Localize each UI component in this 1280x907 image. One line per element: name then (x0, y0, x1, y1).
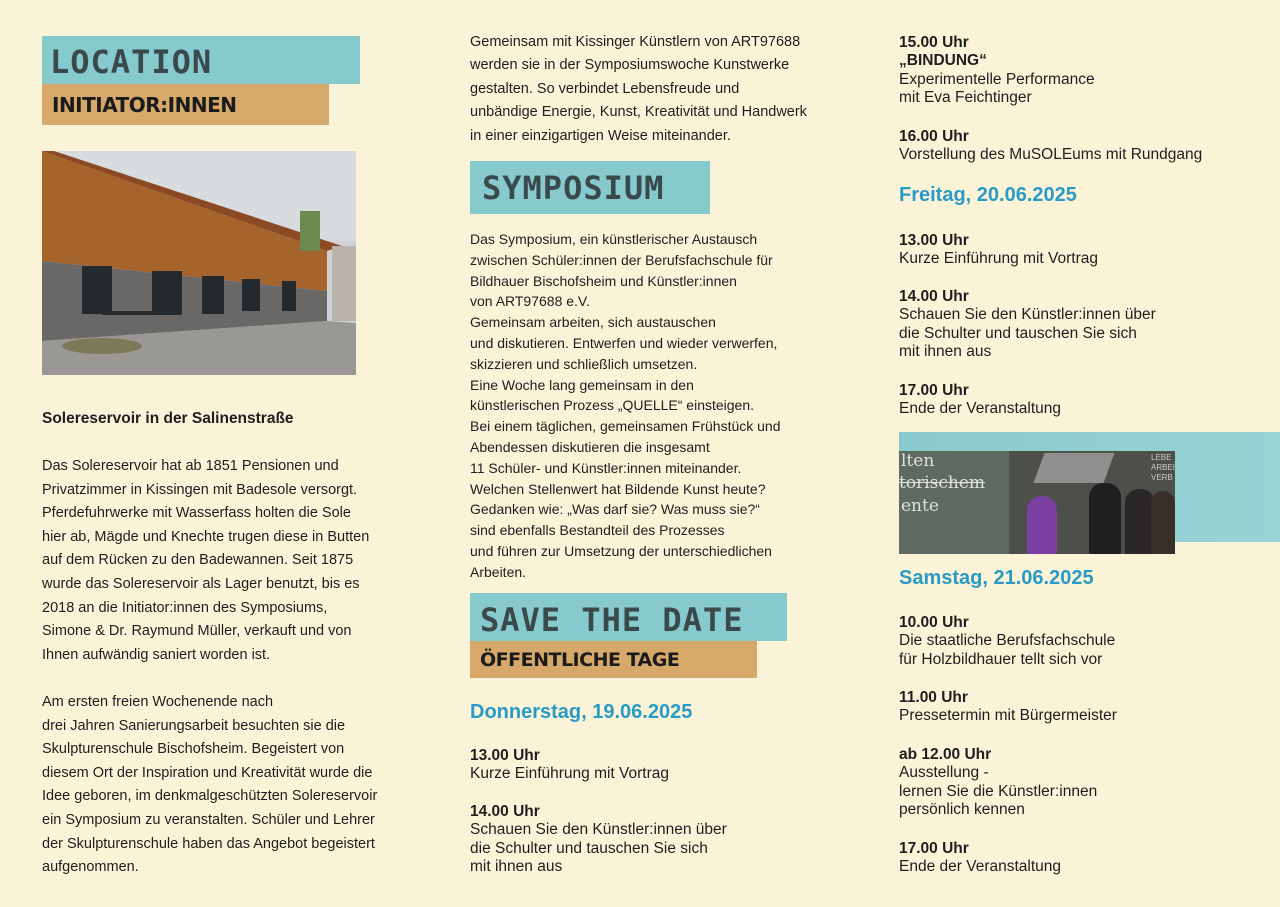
photo-side-text (1151, 453, 1175, 483)
event-time: 15.00 Uhr (899, 34, 969, 51)
symposium-line: Gemeinsam arbeiten, sich austauschen (470, 314, 716, 331)
intro-line: werden sie in der Symposiumswoche Kunstwerke (470, 57, 790, 74)
event-desc: Kurze Einführung mit Vortrag (899, 250, 1099, 267)
intro-line: unbändige Energie, Kunst, Kreativität und Handwerk (470, 104, 807, 121)
photo-side-line: ARBEI (1151, 463, 1175, 472)
event-desc: Pressetermin mit Bürgermeister (899, 707, 1117, 724)
origin-line: Idee geboren, im denkmalgeschützten Solereservoir (42, 788, 378, 805)
event-desc: persönlich kennen (899, 801, 1025, 818)
day-thursday: Donnerstag, 19.06.2025 (470, 701, 693, 723)
event-block (899, 382, 1061, 419)
symposium-line: und diskutieren. Entwerfen und wieder verwerfen, (470, 334, 778, 351)
group-photo (899, 451, 1175, 554)
event-desc: Schauen Sie den Künstler:innen über (899, 306, 1156, 323)
photo-text-line: lten (901, 451, 935, 471)
event-desc: mit Eva Feichtinger (899, 89, 1032, 106)
symposium-line: Arbeiten. (470, 563, 527, 580)
photo-text-line: ente (901, 496, 939, 516)
origin-line: ein Symposium zu veranstalten. Schüler und Lehrer (42, 811, 375, 828)
location-origin-text (42, 691, 412, 880)
event-title: „BINDUNG“ (899, 52, 987, 69)
history-line: Simone & Dr. Raymund Müller, verkauft und von (42, 623, 352, 640)
person-purple (1027, 496, 1057, 554)
event-time: 14.00 Uhr (470, 803, 540, 820)
location-history-text (42, 455, 412, 667)
photo-laptop (1034, 453, 1115, 483)
event-desc: Vorstellung des MuSOLEums mit Rundgang (899, 146, 1203, 163)
origin-line: der Skulpturenschule haben das Angebot begeistert (42, 835, 375, 852)
event-desc: die Schulter und tauschen Sie sich (899, 324, 1137, 342)
origin-line: Am ersten freien Wochenende nach (42, 694, 274, 710)
symposium-line: sind ebenfalls Bestandteil des Prozesses (470, 522, 725, 539)
symposium-line: Bildhauer Bischofsheim und Künstler:innen (470, 272, 737, 289)
history-line: wurde das Solereservoir als Lager benutzt, bis es (42, 575, 360, 592)
event-time: 13.00 Uhr (899, 232, 969, 249)
history-line: 2018 an die Initiator:innen des Symposiums, (42, 599, 328, 616)
symposium-text (470, 229, 850, 583)
event-time: 13.00 Uhr (470, 747, 540, 764)
history-line: auf dem Rücken zu den Badewannen. Seit 1875 (42, 552, 354, 569)
location-title: Solereservoir in der Salinenstraße (42, 410, 294, 427)
history-line: Ihnen aufwändig saniert worden ist. (42, 646, 271, 663)
day-saturday: Samstag, 21.06.2025 (899, 567, 1094, 589)
event-desc: für Holzbildhauer tellt sich vor (899, 650, 1103, 668)
symposium-line: Abendessen diskutieren die insgesamt (470, 438, 710, 455)
event-time: 17.00 Uhr (899, 382, 969, 399)
event-desc: Ausstellung - (899, 764, 989, 781)
intro-text (470, 31, 850, 148)
symposium-line: 11 Schüler- und Künstler:innen miteinander. (470, 459, 742, 476)
intro-line: in einer einzigartigen Weise miteinander. (470, 127, 731, 144)
history-line: Pferdefuhrwerke mit Wasserfass holten die Sole (42, 505, 351, 522)
event-block (899, 232, 1098, 269)
event-desc: mit ihnen aus (470, 858, 563, 875)
origin-line: aufgenommen. (42, 859, 139, 876)
public-days-heading: ÖFFENTLICHE TAGE (480, 649, 680, 671)
intro-line: Gemeinsam mit Kissinger Künstlern von ART97688 (470, 34, 801, 50)
person-dark-3 (1151, 491, 1175, 554)
event-desc: Kurze Einführung mit Vortrag (470, 765, 670, 782)
event-desc: Experimentelle Performance (899, 70, 1095, 88)
photo-side-line: VERB (1151, 473, 1173, 482)
event-desc: Ende der Veranstaltung (899, 400, 1062, 417)
event-time: 16.00 Uhr (899, 128, 969, 145)
event-block (470, 803, 727, 877)
event-desc: lernen Sie die Künstler:innen (899, 782, 1098, 800)
photo-side-line: LEBE (1151, 453, 1172, 462)
history-line: Das Solereservoir hat ab 1851 Pensionen und (42, 458, 339, 474)
event-desc: Ende der Veranstaltung (899, 858, 1062, 875)
event-time: ab 12.00 Uhr (899, 746, 992, 763)
initiator-heading: INITIATOR:INNEN (52, 93, 237, 117)
photo-text-line: torischem (899, 473, 986, 493)
history-line: Privatzimmer in Kissingen mit Badesole versorgt. (42, 481, 358, 498)
event-desc: Schauen Sie den Künstler:innen über (470, 821, 727, 838)
origin-line: diesem Ort der Inspiration und Kreativität wurde die (42, 764, 373, 781)
event-block (899, 288, 1156, 362)
symposium-line: und führen zur Umsetzung der unterschiedlichen (470, 542, 772, 559)
location-heading: LOCATION (50, 43, 213, 81)
symposium-heading: SYMPOSIUM (482, 169, 665, 207)
event-desc: Die staatliche Berufsfachschule (899, 632, 1116, 649)
building-photo (42, 151, 356, 375)
event-desc: die Schulter und tauschen Sie sich (470, 839, 708, 857)
event-block (899, 128, 1202, 165)
event-time: 11.00 Uhr (899, 689, 968, 706)
person-dark-1 (1089, 483, 1121, 554)
event-desc: mit ihnen aus (899, 343, 992, 360)
symposium-line: Welchen Stellenwert hat Bildende Kunst heute? (470, 480, 766, 497)
symposium-line: Eine Woche lang gemeinsam in den (470, 376, 694, 393)
event-time: 14.00 Uhr (899, 288, 969, 305)
event-time: 17.00 Uhr (899, 840, 969, 857)
event-block (899, 34, 1095, 108)
origin-line: drei Jahren Sanierungsarbeit besuchten sie die (42, 717, 346, 734)
symposium-line: künstlerischen Prozess „QUELLE“ einsteigen. (470, 397, 755, 414)
save-the-date-heading: SAVE THE DATE (480, 601, 744, 639)
symposium-line: Das Symposium, ein künstlerischer Austausch (470, 231, 758, 247)
symposium-line: Bei einem täglichen, gemeinsamen Frühstück und (470, 418, 781, 435)
event-block (899, 689, 1117, 726)
event-block (470, 747, 669, 784)
event-block (899, 614, 1115, 669)
symposium-line: Gedanken wie: „Was darf sie? Was muss sie?“ (470, 501, 760, 518)
symposium-line: von ART97688 e.V. (470, 293, 590, 310)
symposium-line: skizzieren und schließlich umsetzen. (470, 355, 698, 372)
intro-line: gestalten. So verbindet Lebensfreude und (470, 80, 740, 97)
origin-line: Skulpturenschule Bischofsheim. Begeistert von (42, 741, 345, 758)
event-block (899, 840, 1061, 877)
symposium-line: zwischen Schüler:innen der Berufsfachschule für (470, 251, 773, 268)
day-friday: Freitag, 20.06.2025 (899, 184, 1077, 206)
history-line: hier ab, Mägde und Knechte trugen diese in Butten (42, 528, 370, 545)
event-block (899, 746, 1097, 820)
event-time: 10.00 Uhr (899, 614, 969, 631)
